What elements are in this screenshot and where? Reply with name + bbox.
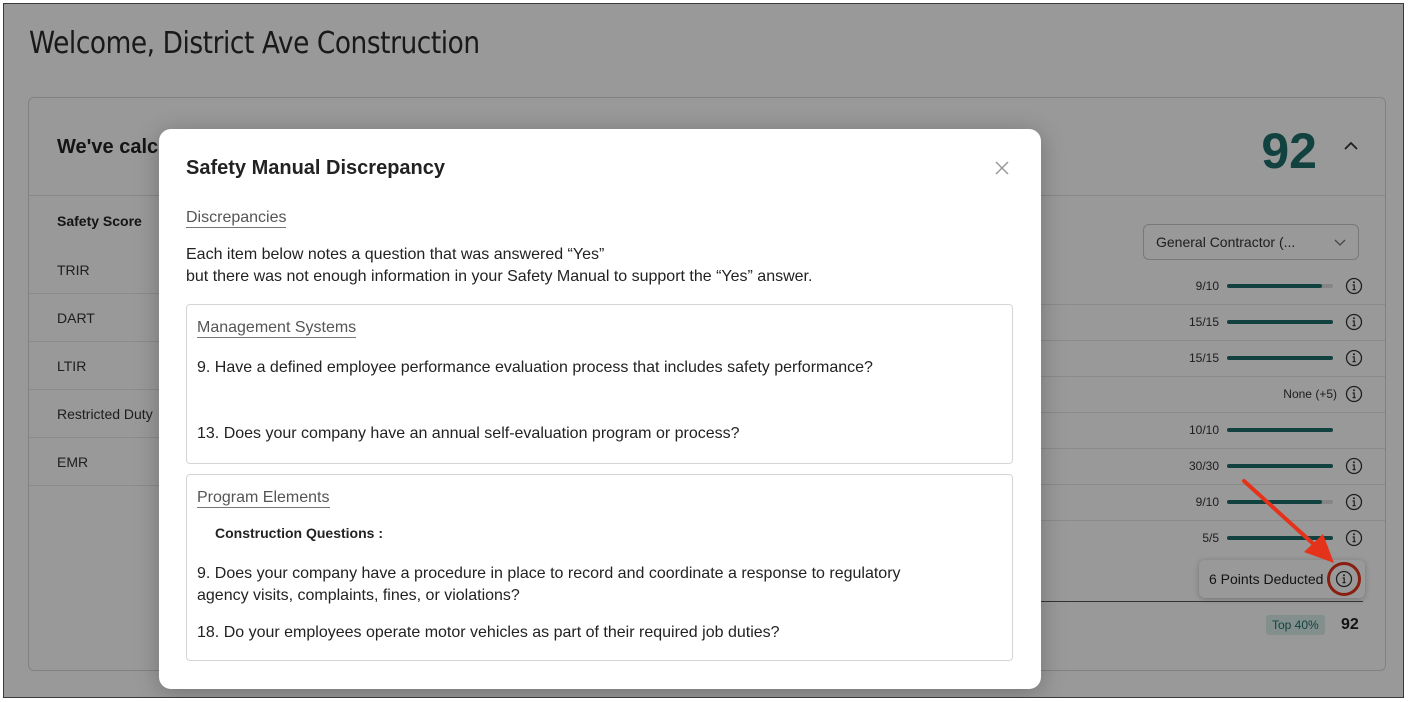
section-heading-link[interactable]	[197, 319, 356, 337]
question-item: 9. Have a defined employee performance evaluation process that includes safety performance?	[197, 359, 873, 376]
score-progress-bar	[1227, 500, 1333, 504]
info-circle-icon[interactable]	[1345, 349, 1363, 367]
info-circle-icon[interactable]	[1335, 570, 1353, 588]
score-row-value: 5/5	[1202, 531, 1219, 545]
info-circle-icon[interactable]	[1345, 313, 1363, 331]
score-row-value: 15/15	[1188, 351, 1219, 365]
score-row-value: 30/30	[1188, 459, 1219, 473]
discrepancies-link[interactable]	[186, 209, 286, 227]
score-row	[1189, 304, 1363, 340]
info-circle-icon[interactable]	[1345, 277, 1363, 295]
info-circle-icon[interactable]	[1345, 385, 1363, 403]
metric-label-restricted-duty: Restricted Duty	[29, 390, 169, 438]
modal-intro	[186, 244, 812, 288]
score-row	[1196, 484, 1363, 520]
score-progress-bar	[1227, 464, 1333, 468]
section-heading-label: Program Elements	[197, 489, 330, 506]
metric-label-safety-score: Safety Score	[57, 213, 142, 229]
question-item: 13. Does your company have an annual self-evaluation program or process?	[197, 425, 740, 442]
metric-label-dart: DART	[29, 294, 169, 342]
total-score: 92	[1341, 616, 1359, 633]
score-row-value: 9/10	[1195, 495, 1219, 509]
score-progress-fill	[1227, 464, 1333, 468]
score-progress-bar	[1227, 320, 1333, 324]
score-row-value: None (+5)	[1283, 387, 1337, 401]
section-subheading: Construction Questions :	[215, 525, 383, 541]
metric-label-emr: EMR	[29, 438, 169, 486]
icon-spacer	[1345, 421, 1363, 439]
info-circle-icon[interactable]	[1345, 529, 1363, 547]
metric-label-trir: TRIR	[29, 246, 169, 294]
metric-label-ltir: LTIR	[29, 342, 169, 390]
discrepancies-link-label: Discrepancies	[186, 209, 287, 226]
score-progress-bar	[1227, 356, 1333, 360]
score-row	[1189, 412, 1363, 448]
score-row-value: 15/15	[1188, 315, 1219, 329]
score-row-value: 10/10	[1188, 423, 1219, 437]
app-frame	[3, 3, 1404, 698]
score-progress-fill	[1227, 284, 1322, 288]
score-row	[1202, 520, 1363, 556]
metrics-column	[29, 196, 169, 486]
section-heading-link[interactable]	[197, 489, 330, 507]
points-deducted-tooltip	[1199, 560, 1365, 598]
contractor-type-select-value: General Contractor (...	[1156, 234, 1296, 250]
safety-manual-discrepancy-modal	[159, 129, 1041, 689]
score-progress-bar	[1227, 284, 1333, 288]
contractor-type-select[interactable]	[1143, 224, 1359, 260]
score-row-value: 9/10	[1195, 279, 1219, 293]
score-progress-bar	[1227, 536, 1333, 540]
info-circle-icon[interactable]	[1345, 457, 1363, 475]
rank-badge: Top 40%	[1266, 615, 1325, 635]
score-row	[1196, 268, 1363, 304]
info-circle-icon[interactable]	[1345, 493, 1363, 511]
chevron-down-icon	[1334, 237, 1346, 247]
section-management-systems	[186, 304, 1013, 464]
highlight-circle	[1327, 562, 1361, 596]
score-progress-bar	[1227, 428, 1333, 432]
section-heading-label: Management Systems	[197, 319, 357, 336]
score-progress-fill	[1227, 320, 1333, 324]
score-progress-fill	[1227, 500, 1322, 504]
card-header-text: We've calc	[57, 136, 159, 158]
score-row	[1189, 340, 1363, 376]
score-row	[1283, 376, 1363, 412]
section-program-elements	[186, 474, 1013, 661]
overall-score: 92	[1261, 123, 1317, 179]
intro-line-1: Each item below notes a question that was answered “Yes”	[186, 246, 605, 263]
intro-line-2: but there was not enough information in your Safety Manual to support the “Yes” answer.	[186, 268, 813, 285]
score-progress-fill	[1227, 428, 1333, 432]
chevron-up-icon[interactable]	[1343, 138, 1359, 154]
score-row	[1189, 448, 1363, 484]
total-divider	[1040, 601, 1363, 602]
page-title: Welcome, District Ave Construction	[29, 26, 480, 61]
tooltip-text: 6 Points Deducted	[1209, 571, 1324, 587]
close-icon[interactable]	[993, 159, 1011, 177]
score-progress-fill	[1227, 356, 1333, 360]
score-progress-fill	[1227, 536, 1333, 540]
modal-title: Safety Manual Discrepancy	[186, 157, 445, 179]
question-item: 9. Does your company have a procedure in place to record and coordinate a response to regulatory agency visits, complaints, fines, or violations?	[197, 565, 901, 604]
question-item: 18. Do your employees operate motor vehicles as part of their required job duties?	[197, 624, 780, 641]
